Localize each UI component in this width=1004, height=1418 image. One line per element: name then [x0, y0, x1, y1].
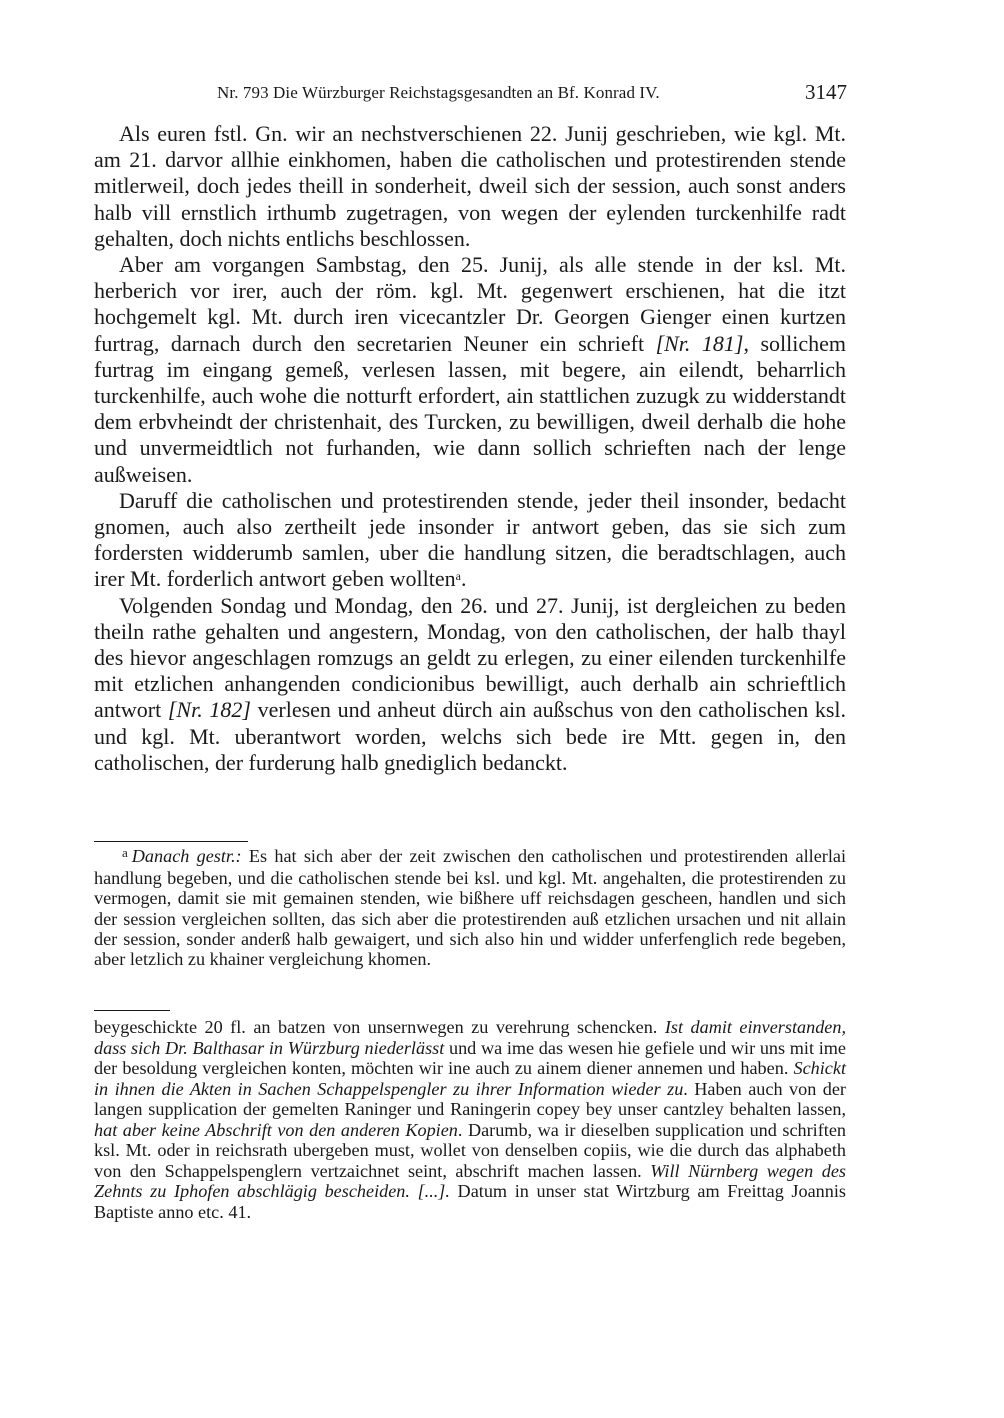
running-head [217, 80, 847, 108]
footnote-paragraph [94, 846, 846, 969]
paragraph-4 [94, 593, 846, 776]
continuation-italic-1: Ist damit einverstanden, dass sich Dr. Balthasar in Würzburg niederlässt [94, 1017, 846, 1058]
paragraph-2-text-b: , sollichem furtrag im eingang gemeß, verlesen lassen, mit begere, ain eilendt, beharrlich turckenhilfe, auch wohe die notturft erfordert, ain stattlichen zuzugk zu widderstandt dem erbvheindt der christenhait, des Turcken, zu bewilligen, dweil derhalb die hohe und unvermeidtlich not furhanden, wie dann sollich schrieften nach der lenge außweisen. [94, 330, 846, 487]
paragraph-2-text-a: Aber am vorgangen Sambstag, den 25. Junij, als alle stende in der ksl. Mt. herberich vor irer, auch der röm. kgl. Mt. gegenwert erschienen, hat die itzt hochgemelt kgl. Mt. durch iren vicecantzler Dr. Georgen Gienger einen kurtzen furtrag, darnach durch den secretarien Neuner ein schrieft [94, 252, 846, 356]
continuation-text-1: beygeschickte 20 fl. an batzen von unsernwegen zu verehrung schencken. [94, 1017, 665, 1037]
continuation-text-2: und wa ime das wesen hie gefiele und wir uns mit ime der besoldung vergleichen konten, möchten wir ine auch zu ainem diener annemen und haben. [94, 1037, 846, 1078]
continuation-text-5: Datum in unser stat Wirtzburg am Freittag Joannis Baptiste anno etc. 41. [94, 1181, 846, 1222]
continuation-divider [94, 1010, 170, 1011]
continuation-italic-2: Schickt in ihnen die Akten in Sachen Schappelspengler zu ihrer Information wieder zu [94, 1058, 846, 1099]
page-number: 3147 [805, 80, 847, 104]
continuation-text-3: . Haben auch von der langen supplication der gemelten Raninger und Raningerin copey bey unser cantzley behalten lassen, [94, 1078, 846, 1119]
footnote-label: Danach gestr.: [131, 846, 242, 866]
paragraph-2 [94, 252, 846, 488]
continued-footnote [94, 1017, 846, 1222]
paragraph-3-text-b: . [461, 566, 467, 592]
footnote-a [94, 846, 846, 969]
continuation-italic-3: hat aber keine Abschrift von den anderen Kopien [94, 1119, 458, 1140]
footnote-text: Es hat sich aber der zeit zwischen den catholischen und protestirenden allerlai handlung begeben, und die catholischen stende bei ksl. und kgl. Mt. angehalten, die protestirenden zu vermogen, damit sie mit gemainen stenden, wie bißhere uff reichsdagen gescheen, handlen und sich der session vergleichen sollten, das sich aber die protestirenden auß etzlichen ursachen und nit allain der session, sonder anderß halb gewaigert, und sich also hin und widder unferfenglich rede begeben, aber letzlich zu khainer vergleichung khomen. [94, 846, 847, 970]
footnote-marker: a [455, 569, 461, 584]
paragraph-3 [94, 488, 846, 593]
paragraph-1 [94, 121, 846, 252]
paragraph-1-text: Als euren fstl. Gn. wir an nechstverschienen 22. Junij geschrieben, wie kgl. Mt. am 21. darvor allhie einkhomen, haben die catholischen und protestirenden stende mitlerweil, doch jedes theill in sonderheit, dweil sich der session, auch sonst anders halb vill ernstlich irthumb zugetragen, von wegen der eylenden turckenhilfe radt gehalten, doch nichts entlichs beschlossen. [94, 121, 846, 251]
continuation-text-4: . Darumb, wa ir dieselben supplication und schriften ksl. Mt. oder in reichsrath ubergeben must, wollet von denselben copiis, wie die durch das alphabeth von den Schappelspenglern vertzaichnet seint, abschrift machen lassen. [94, 1119, 846, 1181]
running-title: Nr. 793 Die Würzburger Reichstagsgesandten an Bf. Konrad IV. [217, 83, 660, 102]
paragraph-4-text-b: verlesen und anheut dürch ain außschus von den catholischen ksl. und kgl. Mt. uberantwort worden, welchs sich bede ire Mtt. gegen in, den catholischen, der furderung halb gnediglich bedanckt. [94, 697, 847, 775]
document-reference-182: [Nr. 182] [167, 697, 251, 723]
main-text [94, 121, 846, 776]
footnote-divider [94, 841, 248, 842]
paragraph-3-text-a: Daruff die catholischen und protestirenden stende, jeder theil insonder, bedacht gnomen, auch also zertheilt jede insonder ir antwort geben, das sie sich zum fordersten widderumb samlen, uber die handlung sitzen, die beradtschlagen, auch irer Mt. forderlich antwort geben wollten [94, 487, 846, 592]
continuation-italic-4: Will Nürnberg wegen des Zehnts zu Iphofen abschlägig bescheiden. [...]. [94, 1160, 846, 1201]
paragraph-4-text-a: Volgenden Sondag und Mondag, den 26. und 27. Junij, ist dergleichen zu beden theiln rathe gehalten und angestern, Mondag, von den catholischen, der halb thayl des hievor angeschlagen romzugs an geldt zu erlegen, zu einer eilenden turckenhilfe mit etzlichen anhangenden condicionibus bewilligt, auch derhalb ain schrieftlich antwort [94, 592, 846, 723]
document-reference-181: [Nr. 181] [655, 330, 744, 356]
footnote-mark: a [122, 845, 128, 860]
continued-footnote-paragraph [94, 1017, 846, 1222]
